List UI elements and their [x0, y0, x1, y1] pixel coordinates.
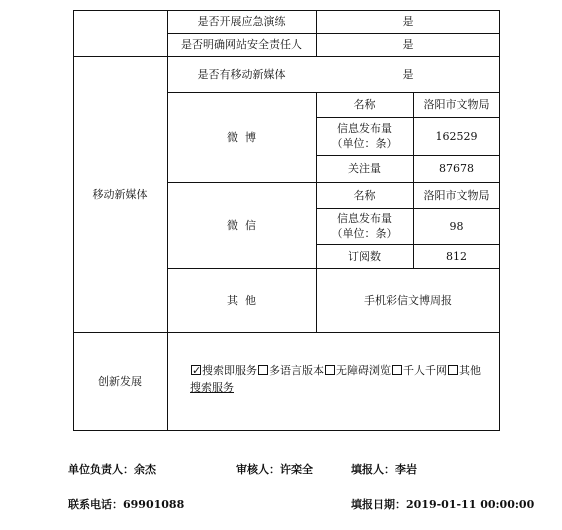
wechat-subs-label: 订阅数 [348, 249, 381, 263]
has-mobile-label: 是否有移动新媒体 [197, 67, 286, 81]
option-label: 无障碍浏览 [336, 364, 391, 377]
contact-phone: 联系电话：69901088 [68, 498, 185, 511]
reviewer: 审核人：许栾全 [236, 463, 313, 476]
other-media-label: 其 他 [227, 293, 256, 307]
fill-date: 填报日期：2019-01-11 00:00:00 [351, 498, 535, 511]
checkbox-other[interactable] [448, 365, 458, 375]
weibo-followers-label: 关注量 [348, 162, 381, 175]
checkbox-accessibility[interactable] [325, 365, 335, 375]
wechat-posts-value: 98 [449, 219, 464, 233]
wechat-name-label: 名称 [353, 188, 376, 202]
option-label: 多语言版本 [269, 364, 324, 377]
emergency-drill-label: 是否开展应急演练 [197, 15, 286, 28]
wechat-posts-label-line1: 信息发布量 [337, 212, 392, 225]
wechat-subs-value: 812 [446, 249, 467, 263]
checkbox-search-service[interactable] [191, 365, 201, 375]
checkbox-personalized[interactable] [392, 365, 402, 375]
other-media-value: 手机彩信文博周报 [364, 293, 452, 307]
option-label: 搜索即服务 [202, 364, 257, 377]
emergency-drill-value: 是 [402, 15, 414, 28]
wechat-posts-label [316, 208, 413, 244]
weibo-posts-label [316, 117, 413, 155]
wechat-label: 微 信 [227, 218, 256, 232]
weibo-posts-label-line2: （单位：条） [331, 137, 398, 150]
weibo-posts-label-line1: 信息发布量 [337, 122, 392, 135]
option-label: 千人千网 [403, 364, 447, 377]
checkbox-multilingual[interactable] [258, 365, 268, 375]
innovation-options [190, 362, 500, 396]
security-person-value: 是 [402, 38, 414, 51]
weibo-label: 微 博 [227, 130, 256, 144]
weibo-name-label: 名称 [353, 98, 376, 111]
table-border-bottom [73, 430, 500, 431]
mobile-media-section-label: 移动新媒体 [92, 187, 148, 201]
other-text: 搜索服务 [190, 381, 234, 394]
security-person-label: 是否明确网站安全责任人 [181, 38, 302, 51]
weibo-name-value: 洛阳市文物局 [423, 98, 490, 111]
filler: 填报人：李岩 [351, 463, 417, 476]
has-mobile-value: 是 [402, 67, 414, 81]
weibo-posts-value: 162529 [435, 129, 478, 143]
wechat-name-value: 洛阳市文物局 [423, 188, 490, 202]
innovation-label: 创新发展 [98, 374, 142, 388]
unit-leader: 单位负责人：余杰 [68, 463, 156, 476]
wechat-posts-label-line2: （单位：条） [331, 227, 398, 240]
option-label: 其他 [459, 364, 481, 377]
weibo-followers-value: 87678 [439, 162, 474, 175]
